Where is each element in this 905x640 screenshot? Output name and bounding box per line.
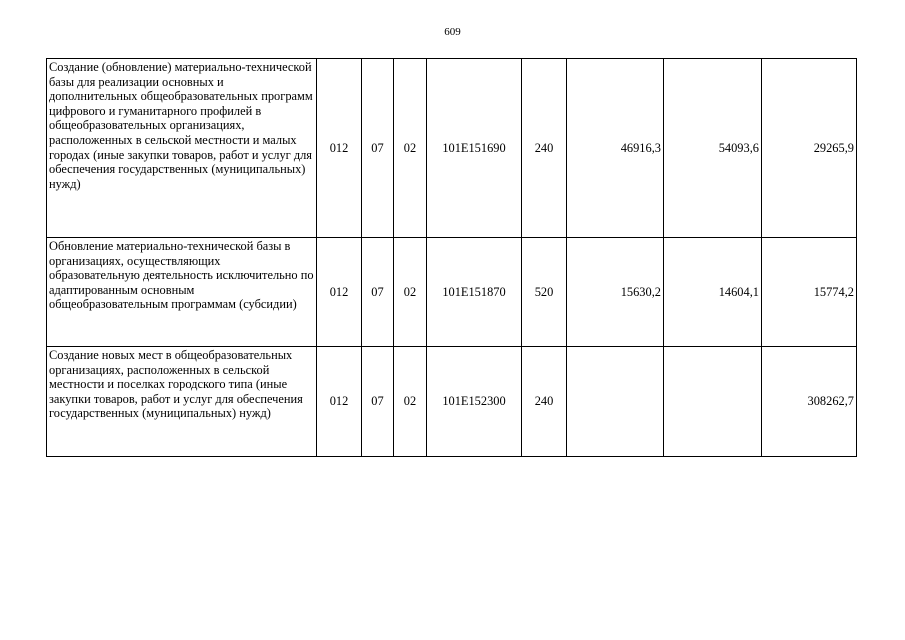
row-description: Создание новых мест в общеобразовательных организациях, расположенных в сельской местности и поселках городского типа (иные закупки товаров, работ и услуг для обеспечения государственных (муниципальных) нужд) — [47, 347, 317, 457]
subsection-code: 02 — [394, 238, 427, 347]
amount-year-3: 29265,9 — [762, 59, 857, 238]
amount-year-3: 308262,7 — [762, 347, 857, 457]
amount-year-2: 54093,6 — [664, 59, 762, 238]
subsection-code: 02 — [394, 59, 427, 238]
amount-year-1: 15630,2 — [567, 238, 664, 347]
ministry-code: 012 — [317, 59, 362, 238]
section-code: 07 — [362, 59, 394, 238]
table-row — [47, 59, 857, 238]
table-row — [47, 238, 857, 347]
table-row — [47, 347, 857, 457]
expense-type-code: 240 — [522, 59, 567, 238]
target-article-code: 101E151690 — [427, 59, 522, 238]
section-code: 07 — [362, 238, 394, 347]
amount-year-2 — [664, 347, 762, 457]
row-description: Создание (обновление) материально-технической базы для реализации основных и дополнительных общеобразовательных программ цифрового и гуманитарного профилей в общеобразовательных организациях, расположенных в сельской местности и малых городах (иные закупки товаров, работ и услуг для обеспечения государственных (муниципальных) нужд) — [47, 59, 317, 238]
target-article-code: 101E151870 — [427, 238, 522, 347]
subsection-code: 02 — [394, 347, 427, 457]
row-description: Обновление материально-технической базы в организациях, осуществляющих образовательную деятельность исключительно по адаптированным основным общеобразовательным программам (субсидии) — [47, 238, 317, 347]
expense-type-code: 240 — [522, 347, 567, 457]
amount-year-1 — [567, 347, 664, 457]
amount-year-2: 14604,1 — [664, 238, 762, 347]
target-article-code: 101E152300 — [427, 347, 522, 457]
ministry-code: 012 — [317, 238, 362, 347]
amount-year-3: 15774,2 — [762, 238, 857, 347]
budget-table — [46, 58, 857, 457]
section-code: 07 — [362, 347, 394, 457]
amount-year-1: 46916,3 — [567, 59, 664, 238]
page-number: 609 — [444, 26, 461, 38]
expense-type-code: 520 — [522, 238, 567, 347]
ministry-code: 012 — [317, 347, 362, 457]
